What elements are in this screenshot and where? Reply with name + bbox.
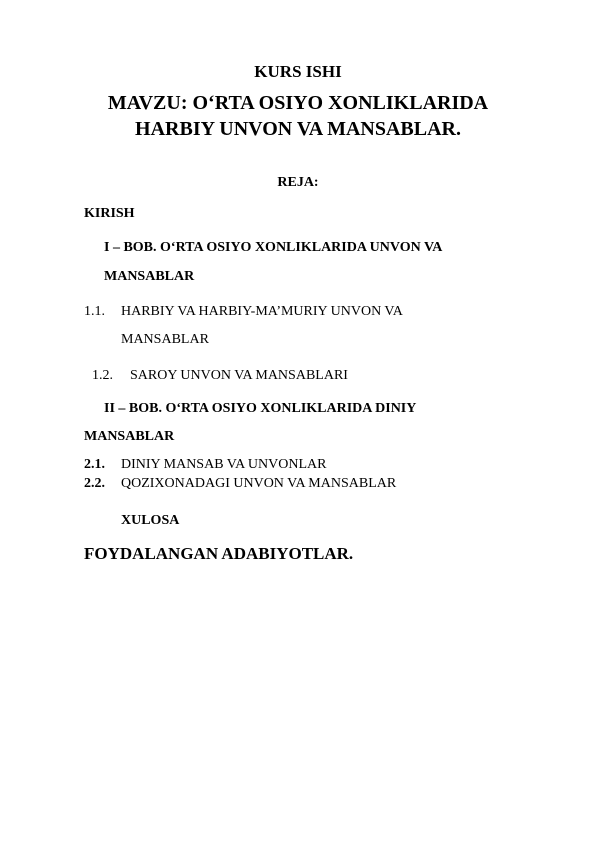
toc-chapter-1-title-line-1: I – BOB. O‘RTA OSIYO XONLIKLARIDA UNVON VA [104,240,443,255]
toc-section-1-1-title-line-1: HARBIY VA HARBIY-MA’MURIY UNVON VA [121,304,403,319]
toc-section-1-1-number: 1.1. [84,304,105,319]
toc-chapter-2-title-line-1: II – BOB. O‘RTA OSIYO XONLIKLARIDA DINIY [104,401,417,416]
toc-chapter-2-title-line-2: MANSABLAR [84,429,175,444]
toc-section-2-1-number: 2.1. [84,457,105,472]
toc-chapter-1-title-line-2: MANSABLAR [104,269,195,284]
toc-introduction: KIRISH [84,206,135,221]
toc-section-1-2-number: 1.2. [92,368,113,383]
topic-title-line-2: HARBIY UNVON VA MANSABLAR. [135,118,461,140]
toc-section-2-2-number: 2.2. [84,476,105,491]
toc-section-2-2-title: QOZIXONADAGI UNVON VA MANSABLAR [121,476,397,491]
plan-heading: REJA: [277,175,319,190]
toc-section-1-2-title: SAROY UNVON VA MANSABLARI [130,368,348,383]
topic-title-line-1: MAVZU: O‘RTA OSIYO XONLIKLARIDA [107,92,489,114]
toc-section-2-1-title: DINIY MANSAB VA UNVONLAR [121,457,327,472]
toc-section-1-1-title-line-2: MANSABLAR [121,332,209,347]
toc-references: FOYDALANGAN ADABIYOTLAR. [84,544,354,563]
toc-conclusion: XULOSA [121,513,180,528]
document-type-heading: KURS ISHI [254,62,342,81]
